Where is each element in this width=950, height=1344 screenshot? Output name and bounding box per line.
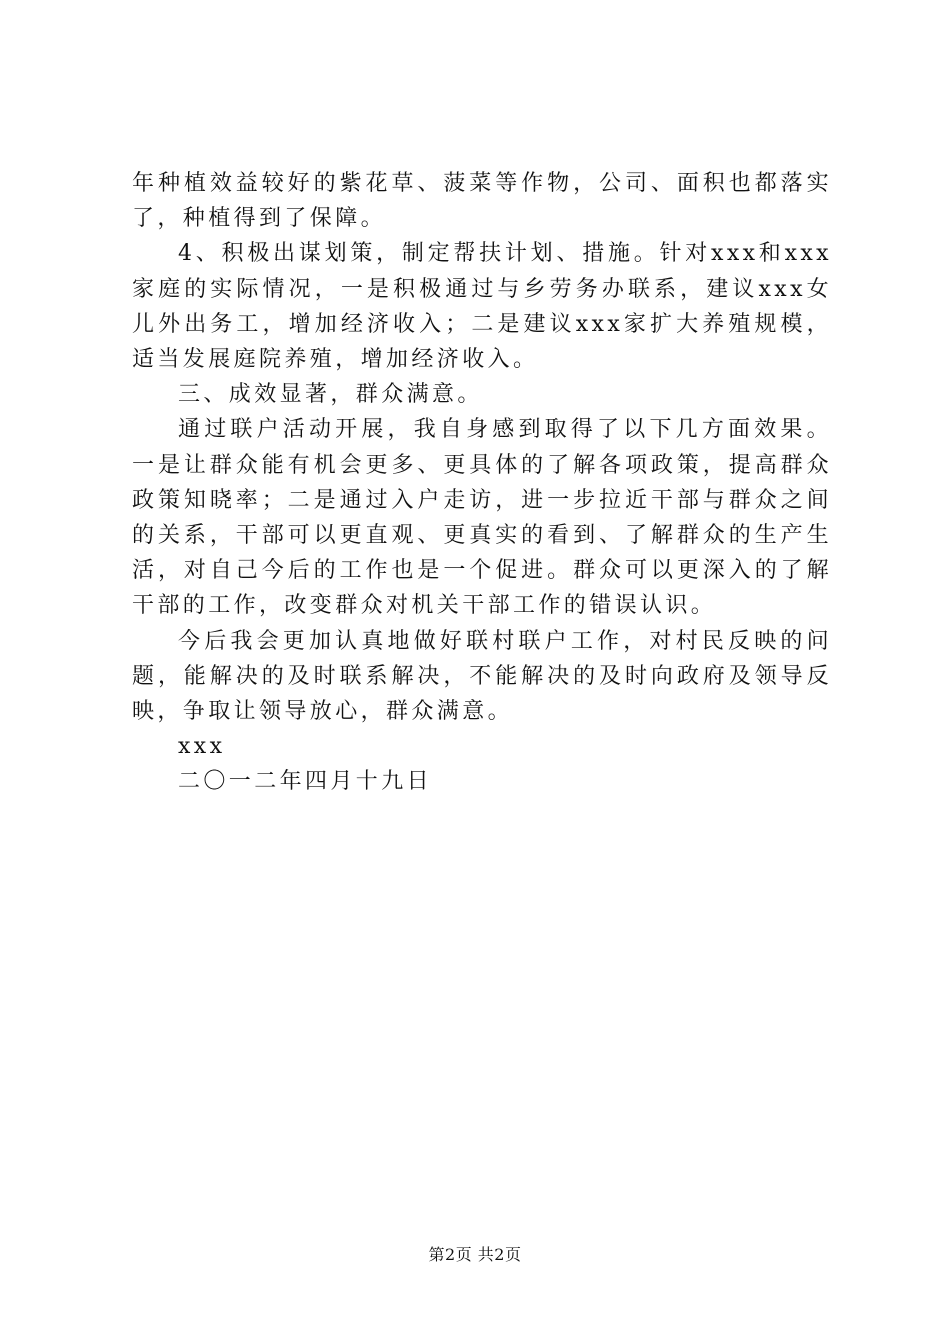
signature-date: 二〇一二年四月十九日 — [178, 769, 433, 795]
section-heading-results: 三、成效显著，群众满意。 — [178, 382, 483, 408]
page-number-footer: 第2页 共2页 — [428, 1245, 522, 1264]
paragraph-crops: 年种植效益较好的紫花草、菠菜等作物，公司、面积也都落实了，种植得到了保障。 — [132, 171, 832, 232]
paragraph-effects: 通过联户活动开展，我自身感到取得了以下几方面效果。一是让群众能有机会更多、更具体的了解各项政策，提高群众政策知晓率；二是通过入户走访，进一步拉近干部与群众之间的关系，干部可以更直观、更真实的看到、了解群众的生产生活，对自己今后的工作也是一个促进。群众可以更深入的了解干部的工作，改变群众对机关干部工作的错误认识。 — [132, 417, 832, 619]
signature-name: xxx — [178, 734, 226, 760]
document-body — [132, 166, 832, 800]
paragraph-help-plan: 4、积极出谋划策，制定帮扶计划、措施。针对xxx和xxx家庭的实际情况，一是积极通过与乡劳务办联系，建议xxx女儿外出务工，增加经济收入；二是建议xxx家扩大养殖规模，适当发展庭院养殖，增加经济收入。 — [132, 241, 832, 373]
paragraph-future-work: 今后我会更加认真地做好联村联户工作，对村民反映的问题，能解决的及时联系解决，不能解决的及时向政府及领导反映，争取让领导放心，群众满意。 — [132, 628, 832, 725]
